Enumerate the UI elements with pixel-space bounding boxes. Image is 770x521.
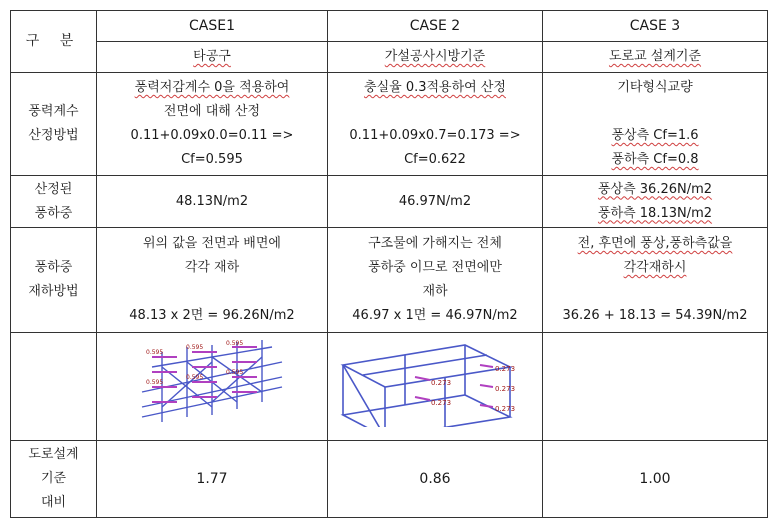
ratio-label-3: 대비 — [40, 495, 67, 510]
coef-case3-cell — [543, 73, 768, 176]
load-label-2: 풍하중 — [34, 205, 73, 221]
case2-figure-cell — [328, 333, 543, 441]
load-label-1: 산정된 — [34, 181, 73, 197]
case2-load-label: 0.273 — [495, 405, 516, 413]
coef-case1-line2: 전면에 대해 산정 — [163, 104, 261, 119]
method-case2-line2: 풍하중 이므로 전면에만 — [368, 260, 502, 275]
case2-title: CASE 2 — [328, 11, 543, 42]
coef-case1-cell — [97, 73, 328, 176]
case3-figure-cell — [543, 333, 768, 441]
load-case1: 48.13N/m2 — [97, 176, 328, 228]
header-label: 구 분 — [25, 33, 82, 49]
coef-case3-line3: 풍하측 Cf=0.8 — [611, 152, 699, 167]
header-label-cell — [11, 11, 97, 73]
load-case2: 46.97N/m2 — [328, 176, 543, 228]
load-case3-line2: 풍하측 18.13N/m2 — [597, 205, 713, 221]
case2-load-label: 0.273 — [495, 365, 516, 373]
method-case3-line2: 각각재하시 — [623, 260, 687, 275]
method-case3-cell — [543, 228, 768, 333]
case2-structure-figure — [335, 337, 535, 427]
method-case2-cell — [328, 228, 543, 333]
case1-load-label: 0.595 — [186, 344, 204, 351]
ratio-label-2: 기준 — [40, 471, 67, 486]
case2-load-label: 0.273 — [495, 385, 516, 393]
case3-title: CASE 3 — [543, 11, 768, 42]
case1-figure-cell — [97, 333, 328, 441]
ratio-label-cell — [11, 441, 97, 518]
image-label-cell — [11, 333, 97, 441]
coef-case2-line2: 0.11+0.09x0.7=0.173 => — [349, 128, 521, 143]
ratio-case2: 0.86 — [328, 441, 543, 518]
case2-subtitle-cell — [328, 42, 543, 73]
method-label-2: 재하방법 — [28, 284, 79, 299]
method-case2-line4: 46.97 x 1면 = 46.97N/m2 — [352, 308, 518, 323]
case1-load-label: 0.595 — [146, 349, 164, 356]
method-label-1: 풍하중 — [34, 260, 73, 275]
case1-structure-figure — [132, 337, 292, 427]
method-case1-line1: 위의 값을 전면과 배면에 — [143, 236, 281, 251]
load-label-cell — [11, 176, 97, 228]
load-case3-line1: 풍상측 36.26N/m2 — [597, 181, 713, 197]
coef-case2-line1: 충실율 0.3적용하여 산정 — [364, 80, 506, 95]
coef-case3-line2: 풍상측 Cf=1.6 — [611, 128, 699, 143]
coef-label-2: 산정방법 — [28, 128, 79, 143]
ratio-case1: 1.77 — [97, 441, 328, 518]
case1-subtitle: 타공구 — [193, 49, 231, 64]
method-case1-cell — [97, 228, 328, 333]
case1-subtitle-cell — [97, 42, 328, 73]
case1-load-label: 0.595 — [226, 340, 244, 347]
coef-case1-line4: Cf=0.595 — [181, 152, 243, 167]
comparison-table — [10, 10, 768, 518]
case1-load-labels — [146, 340, 243, 386]
method-case3-line1: 전, 후면에 풍상,풍하측값을 — [577, 236, 733, 251]
method-case2-line1: 구조물에 가해지는 전체 — [368, 236, 502, 251]
case1-title: CASE1 — [97, 11, 328, 42]
method-case1-line2: 각각 재하 — [184, 260, 240, 275]
case1-load-label: 0.595 — [226, 369, 244, 376]
ratio-case3: 1.00 — [543, 441, 768, 518]
method-case2-line3: 재하 — [422, 284, 448, 299]
method-case1-line3: 48.13 x 2면 = 96.26N/m2 — [129, 308, 295, 323]
case2-load-label: 0.273 — [431, 399, 452, 407]
case2-subtitle: 가설공사시방기준 — [384, 49, 486, 64]
method-case3-line3: 36.26 + 18.13 = 54.39N/m2 — [562, 308, 748, 323]
case2-load-label: 0.273 — [431, 379, 452, 387]
coef-label-1: 풍력계수 — [28, 104, 79, 119]
coef-case2-line3: Cf=0.622 — [404, 152, 466, 167]
case1-load-label: 0.595 — [146, 379, 164, 386]
coef-label-cell — [11, 73, 97, 176]
ratio-label-1: 도로설계 — [28, 447, 79, 462]
coef-case1-line3: 0.11+0.09x0.0=0.11 => — [130, 128, 294, 143]
coef-case2-cell — [328, 73, 543, 176]
coef-case3-line1: 기타형식교량 — [617, 80, 693, 95]
coef-case1-line1: 풍력저감계수 0을 적용하여 — [134, 80, 290, 95]
case3-subtitle: 도로교 설계기준 — [608, 49, 702, 64]
load-case3-cell — [543, 176, 768, 228]
case3-subtitle-cell — [543, 42, 768, 73]
method-label-cell — [11, 228, 97, 333]
case1-load-label: 0.595 — [186, 374, 204, 381]
